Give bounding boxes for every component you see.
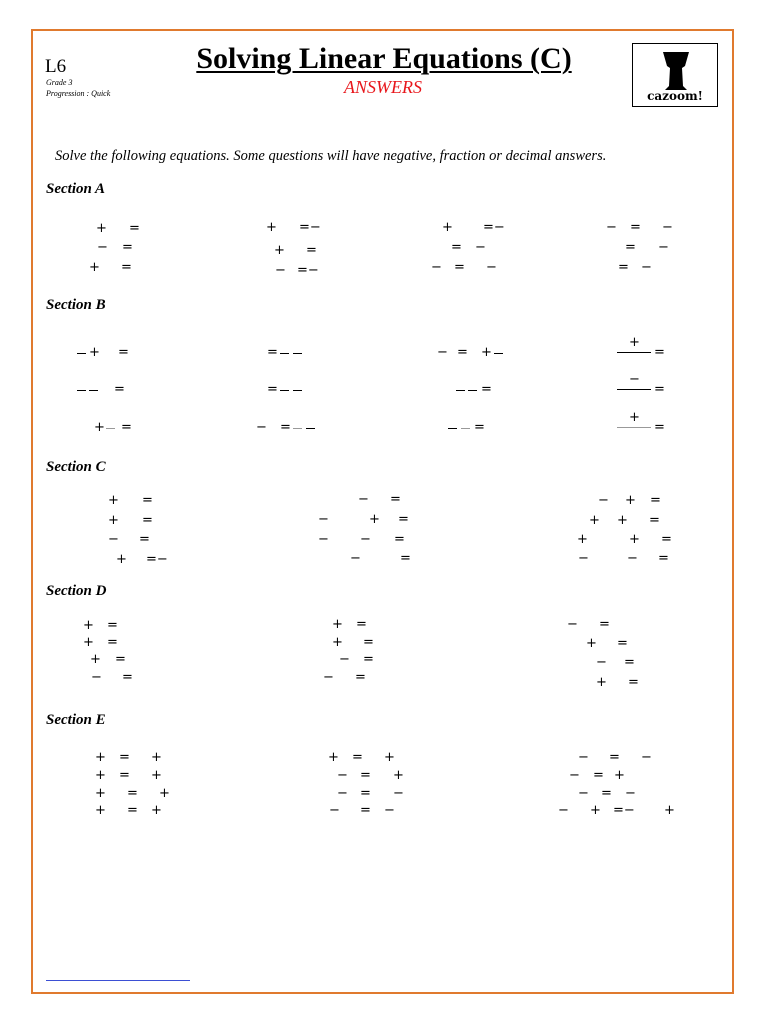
section-c-heading: Section C (46, 459, 106, 475)
cazoom-logo-icon (632, 43, 718, 107)
instructions: Solve the following equations. Some questions will have negative, fraction or decimal answers. (55, 148, 607, 164)
grade-label: Grade 3 (46, 78, 73, 87)
section-b-heading: Section B (46, 297, 106, 313)
section-e-heading: Section E (46, 712, 106, 728)
section-a-heading: Section A (46, 181, 106, 197)
page-border (31, 29, 734, 994)
footer-link[interactable] (46, 980, 190, 981)
logo-text: cazoom! (647, 89, 703, 103)
answers-subtitle: ANSWERS (344, 77, 422, 97)
level-label: L6 (45, 56, 67, 77)
progression-label: Progression : Quick (46, 89, 111, 98)
page-title: Solving Linear Equations (C) (196, 42, 572, 75)
section-d-heading: Section D (46, 583, 107, 599)
